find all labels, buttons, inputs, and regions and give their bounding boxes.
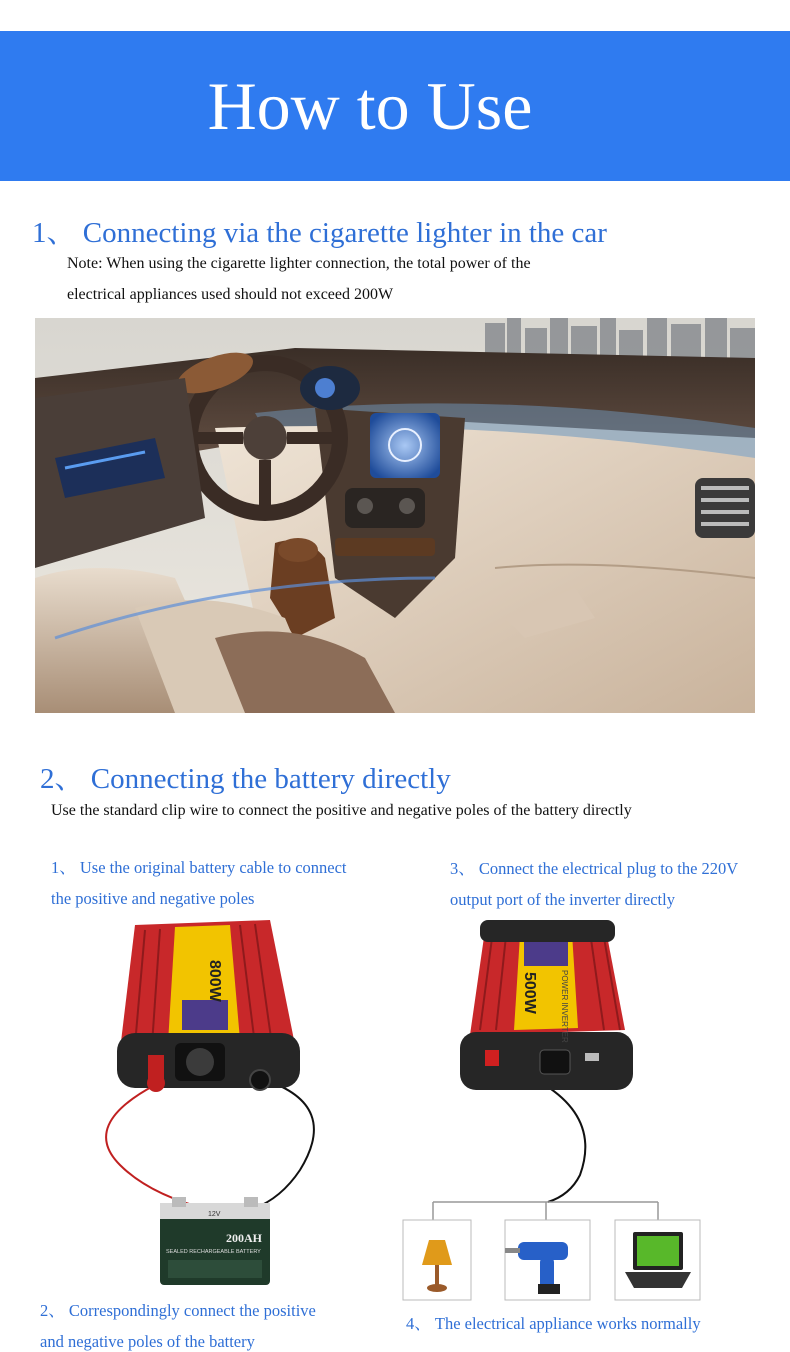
left-inverter-label: 800W (206, 960, 223, 1002)
page-title: How to Use (207, 68, 533, 144)
step4-text: 4、 The electrical appliance works normally (406, 1314, 701, 1333)
step3-line1: 3、 Connect the electrical plug to the 220V (450, 859, 739, 878)
laptop-icon (625, 1232, 691, 1288)
section1-note-line1: Note: When using the cigarette lighter connection, the total power of the (67, 255, 531, 272)
section2-title: 2、 Connecting the battery directly (40, 763, 451, 795)
battery-subtext: SEALED RECHARGEABLE BATTERY (166, 1249, 261, 1255)
section1-note-line2: electrical appliances used should not exceed 200W (67, 286, 394, 303)
battery (160, 1197, 270, 1285)
right-inverter-brand: POWER INVERTER (560, 970, 569, 1043)
section2-subtitle: Use the standard clip wire to connect the positive and negative poles of the battery directly (51, 802, 632, 819)
step1-line2: the positive and negative poles (51, 889, 255, 908)
step1-line1: 1、 Use the original battery cable to connect (51, 858, 347, 877)
right-inverter-appliances-illustration (400, 920, 730, 1310)
left-inverter-battery-illustration (90, 915, 410, 1295)
step2-line2: and negative poles of the battery (40, 1332, 255, 1351)
step2-line1: 2、 Correspondingly connect the positive (40, 1301, 316, 1320)
car-interior-photo (35, 318, 755, 713)
right-inverter (460, 920, 633, 1090)
right-inverter-label: 500W (521, 972, 538, 1014)
step3-line2: output port of the inverter directly (450, 890, 675, 909)
battery-voltage: 12V (208, 1211, 221, 1218)
section1-title: 1、 Connecting via the cigarette lighter in the car (32, 217, 607, 249)
battery-label: 200AH (226, 1231, 262, 1245)
header-banner (0, 31, 790, 181)
left-inverter (117, 920, 300, 1092)
